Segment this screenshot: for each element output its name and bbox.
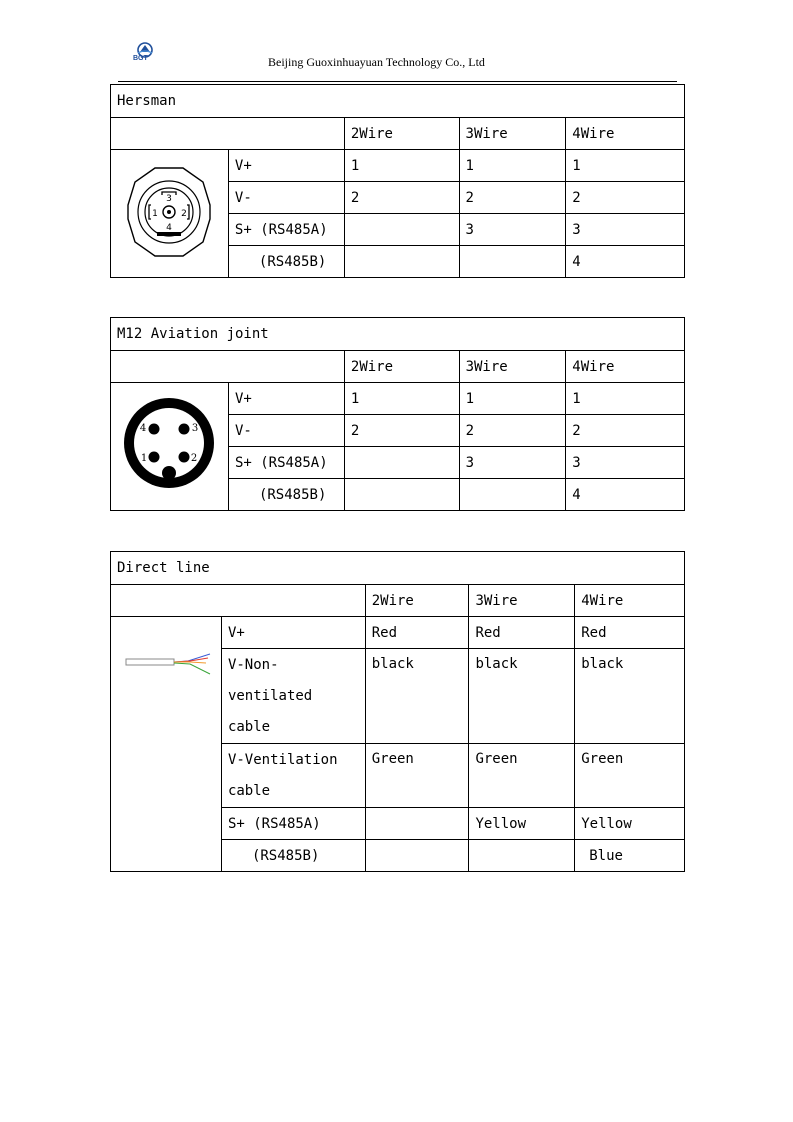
row-label: S+ (RS485A)	[228, 447, 344, 479]
header-blank-cell	[111, 118, 345, 150]
row-label: (RS485B)	[221, 840, 365, 872]
row-label: V-Non-ventilated cable	[221, 649, 365, 744]
table-title: Hersman	[111, 85, 685, 118]
row-label: V+	[228, 383, 344, 415]
cell-value: black	[575, 649, 685, 744]
column-header: 2Wire	[365, 585, 469, 617]
table-header-row	[111, 585, 685, 617]
column-header: 3Wire	[469, 585, 575, 617]
m12-connector-icon	[114, 385, 224, 505]
pin-label: 2	[191, 452, 198, 464]
m12-aviation-joint-table	[110, 317, 685, 511]
cell-value	[344, 246, 459, 278]
cell-value: Green	[575, 744, 685, 808]
table-row	[111, 150, 685, 182]
header-rule	[118, 81, 677, 82]
table-row	[111, 617, 685, 649]
cell-value: black	[365, 649, 469, 744]
cell-value	[365, 808, 469, 840]
cell-value: black	[469, 649, 575, 744]
pin-label: 4	[166, 222, 173, 233]
cell-value	[344, 479, 459, 511]
cell-value: 1	[344, 383, 459, 415]
cell-value: 4	[566, 479, 685, 511]
company-name: Beijing Guoxinhuayuan Technology Co., Ltd	[268, 55, 485, 69]
column-header: 4Wire	[575, 585, 685, 617]
connector-image-cell	[111, 383, 229, 511]
header-blank-cell	[111, 351, 345, 383]
pin-label: 1	[141, 452, 148, 464]
cell-value: 1	[459, 383, 566, 415]
cable-wires-icon	[116, 647, 216, 687]
row-label: S+ (RS485A)	[228, 214, 344, 246]
cell-value: 2	[459, 182, 566, 214]
column-header: 2Wire	[344, 351, 459, 383]
logo-text: BGT	[133, 55, 148, 62]
pin-label: 4	[140, 422, 147, 434]
row-label: V-	[228, 415, 344, 447]
cell-value	[344, 214, 459, 246]
table-title-row	[111, 552, 685, 585]
header-blank-cell	[111, 585, 366, 617]
table-title-row	[111, 318, 685, 351]
pin-label: 1	[152, 208, 159, 219]
connector-image-cell	[111, 150, 229, 278]
cell-value	[344, 447, 459, 479]
cell-value	[459, 479, 566, 511]
page-header	[0, 0, 793, 90]
column-header: 4Wire	[566, 351, 685, 383]
company-logo-icon	[132, 40, 158, 66]
row-label: (RS485B)	[228, 479, 344, 511]
hersman-table	[110, 84, 685, 278]
cell-value: 3	[459, 214, 566, 246]
cell-value: 3	[459, 447, 566, 479]
cell-value: 2	[344, 415, 459, 447]
table-title-row	[111, 85, 685, 118]
column-header: 3Wire	[459, 351, 566, 383]
row-label: S+ (RS485A)	[221, 808, 365, 840]
cell-value: 1	[566, 383, 685, 415]
pin-label: 3	[192, 422, 199, 434]
cell-value	[469, 840, 575, 872]
row-label: V-Ventilation cable	[221, 744, 365, 808]
table-header-row	[111, 351, 685, 383]
table-title: Direct line	[111, 552, 685, 585]
row-label: V-	[228, 182, 344, 214]
pin-label: 2	[181, 208, 188, 219]
cell-value: Green	[365, 744, 469, 808]
cell-value: 4	[566, 246, 685, 278]
cell-value: 1	[459, 150, 566, 182]
direct-line-table	[110, 551, 685, 872]
cell-value: Red	[469, 617, 575, 649]
cell-value: 2	[459, 415, 566, 447]
cell-value: Blue	[575, 840, 685, 872]
cell-value: Red	[575, 617, 685, 649]
column-header: 4Wire	[566, 118, 685, 150]
cell-value: 1	[566, 150, 685, 182]
cell-value	[459, 246, 566, 278]
cell-value: 2	[566, 182, 685, 214]
cell-value: Yellow	[575, 808, 685, 840]
cell-value: 3	[566, 447, 685, 479]
cell-value: Yellow	[469, 808, 575, 840]
cell-value: Red	[365, 617, 469, 649]
table-row	[111, 383, 685, 415]
cell-value: Green	[469, 744, 575, 808]
cell-value: 3	[566, 214, 685, 246]
row-label: V+	[221, 617, 365, 649]
row-label: V+	[228, 150, 344, 182]
cell-value: 2	[566, 415, 685, 447]
cable-image-cell	[111, 617, 222, 872]
table-header-row	[111, 118, 685, 150]
cell-value: 2	[344, 182, 459, 214]
table-title: M12 Aviation joint	[111, 318, 685, 351]
pin-label: 3	[166, 193, 173, 204]
cell-value: 1	[344, 150, 459, 182]
column-header: 2Wire	[344, 118, 459, 150]
row-label: (RS485B)	[228, 246, 344, 278]
hersman-connector-icon	[119, 157, 219, 267]
cell-value	[365, 840, 469, 872]
column-header: 3Wire	[459, 118, 566, 150]
